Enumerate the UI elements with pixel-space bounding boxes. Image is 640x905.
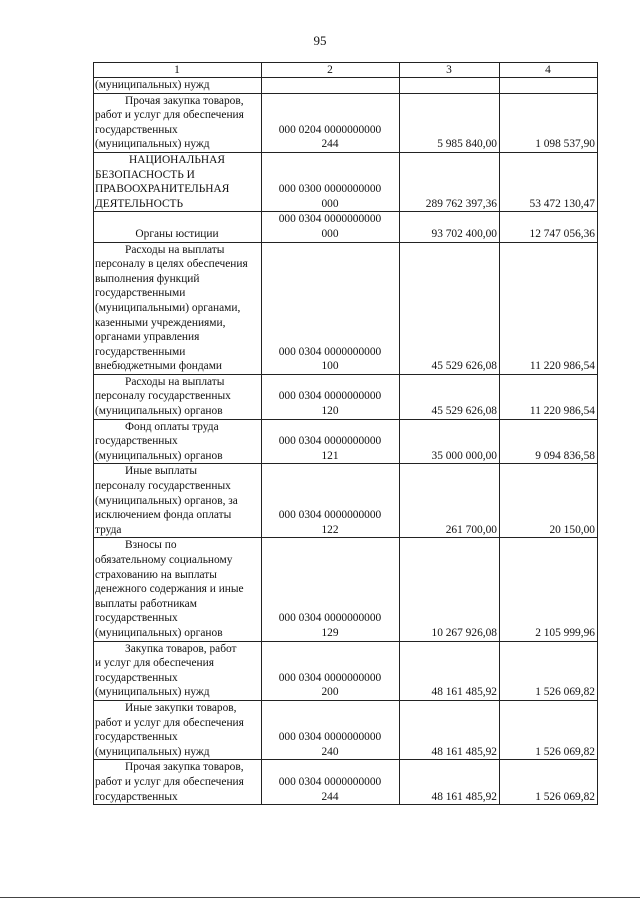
row-value-col3: 10 267 926,08 [400,538,500,641]
row-name-continuation: работ и услуг для обеспечения государственных [95,775,244,803]
row-value-col3: 5 985 840,00 [400,93,500,152]
row-code-line-2: 100 [321,360,339,373]
row-name-first-line: Прочая закупка товаров, [125,94,244,107]
row-code-line-2: 129 [321,626,339,639]
row-name-continuation: персоналу государственных (муниципальных) органов, за исключением фонда оплаты труда [95,480,238,536]
row-name-cell [94,242,262,374]
row-name-continuation: и услуг для обеспечения государственных (муниципальных) нужд [95,657,214,699]
row-value-col4: 12 747 056,36 [500,212,598,242]
row-value-col3 [400,78,500,94]
row-name-first-line: Расходы на выплаты [125,375,225,388]
table-row [94,464,598,538]
row-code-line-2: 244 [321,790,339,803]
row-code-cell [262,93,400,152]
row-code-line-1: 000 0304 0000000000 [278,775,382,788]
row-value-col3: 93 702 400,00 [400,212,500,242]
row-name-cell [94,419,262,464]
row-name-continuation: работ и услуг для обеспечения государственных (муниципальных) нужд [95,109,244,151]
table-row [94,374,598,419]
row-name-cell [94,374,262,419]
table-row [94,419,598,464]
table-row [94,78,598,94]
row-name-first-line: Иные закупки товаров, [125,701,237,714]
row-value-col3: 45 529 626,08 [400,242,500,374]
row-name-first-line: Фонд оплаты труда [125,420,219,433]
row-value-col4 [500,78,598,94]
row-name-cell [94,152,262,211]
row-code-cell [262,78,400,94]
row-code-cell [262,760,400,805]
row-code-line-2: 200 [321,686,339,699]
row-name-first-line: Иные выплаты [125,465,198,478]
table-row [94,538,598,641]
row-name-first-line: Органы юстиции [135,227,219,240]
row-value-col4: 53 472 130,47 [500,152,598,211]
row-name-cell [94,78,262,94]
row-code-line-2: 121 [321,449,339,462]
row-code-line-1: 000 0304 0000000000 [278,213,382,226]
budget-table-body [94,63,598,805]
table-row [94,93,598,152]
row-value-col3: 48 161 485,92 [400,700,500,759]
row-name-first-line: Закупка товаров, работ [125,642,237,655]
row-name-continuation: персоналу государственных (муниципальных) органов [95,390,231,418]
row-code-line-2: 240 [321,745,339,758]
row-code-line-1: 000 0204 0000000000 [278,123,382,136]
row-value-col3: 289 762 397,36 [400,152,500,211]
column-header-3: 3 [400,63,500,78]
row-code-line-1: 000 0304 0000000000 [278,435,382,448]
row-value-col4: 2 105 999,96 [500,538,598,641]
page-number: 95 [313,33,327,48]
row-value-col3: 35 000 000,00 [400,419,500,464]
budget-table [93,62,598,805]
row-value-col3: 45 529 626,08 [400,374,500,419]
row-code-line-1: 000 0304 0000000000 [278,671,382,684]
row-name-first-line: Расходы на выплаты [125,243,225,256]
table-row [94,760,598,805]
row-code-line-1: 000 0304 0000000000 [278,390,382,403]
row-name-continuation: БЕЗОПАСНОСТЬ И ПРАВООХРАНИТЕЛЬНАЯ ДЕЯТЕЛЬНОСТЬ [95,168,230,210]
column-header-1: 1 [94,63,262,78]
row-value-col4: 9 094 836,58 [500,419,598,464]
row-code-cell [262,374,400,419]
row-name-continuation: (муниципальных) нужд [95,79,210,91]
row-code-cell [262,419,400,464]
row-name-cell [94,700,262,759]
row-code-line-1: 000 0304 0000000000 [278,509,382,522]
row-value-col4: 1 526 069,82 [500,641,598,700]
row-code-line-1: 000 0304 0000000000 [278,731,382,744]
row-name-cell [94,641,262,700]
table-row [94,700,598,759]
row-code-line-2: 244 [321,138,339,151]
page-bottom-rule [0,897,640,898]
row-code-line-2: 120 [321,405,339,418]
row-code-cell [262,242,400,374]
row-code-line-2: 122 [321,523,339,536]
table-row [94,242,598,374]
row-code-line-2: 000 [321,197,339,210]
row-value-col4: 20 150,00 [500,464,598,538]
row-name-cell [94,760,262,805]
row-code-line-1: 000 0304 0000000000 [278,345,382,358]
row-name-cell [94,464,262,538]
table-row [94,641,598,700]
column-header-2: 2 [262,63,400,78]
row-value-col4: 11 220 986,54 [500,242,598,374]
row-code-cell [262,641,400,700]
row-name-continuation: работ и услуг для обеспечения государственных (муниципальных) нужд [95,716,244,758]
row-name-cell [94,212,262,242]
row-value-col4: 11 220 986,54 [500,374,598,419]
row-name-continuation: обязательному социальному страхованию на выплаты денежного содержания и иные выплаты работникам государственных (муниципальных) органов [95,554,244,639]
row-name-cell [94,538,262,641]
column-header-4: 4 [500,63,598,78]
row-code-cell [262,538,400,641]
row-code-cell [262,700,400,759]
row-name-first-line: Прочая закупка товаров, [125,761,244,774]
row-value-col3: 48 161 485,92 [400,641,500,700]
row-code-cell [262,152,400,211]
row-value-col4: 1 526 069,82 [500,760,598,805]
row-value-col3: 48 161 485,92 [400,760,500,805]
row-code-cell [262,212,400,242]
table-row [94,212,598,242]
table-header-row [94,63,598,78]
row-name-continuation: государственных (муниципальных) органов [95,435,223,462]
row-code-line-1: 000 0300 0000000000 [278,183,382,196]
row-value-col4: 1 526 069,82 [500,700,598,759]
row-name-first-line: НАЦИОНАЛЬНАЯ [129,153,225,166]
row-name-cell [94,93,262,152]
row-name-continuation: персоналу в целях обеспечения выполнения функций государственными (муниципальными) органами, казенными учреждениями, органами управления государственными внебюджетными фондами [95,258,248,373]
row-name-first-line: Взносы по [125,539,177,552]
row-value-col3: 261 700,00 [400,464,500,538]
table-row [94,152,598,211]
row-code-line-1: 000 0304 0000000000 [278,612,382,625]
row-code-line-2: 000 [321,227,339,240]
row-value-col4: 1 098 537,90 [500,93,598,152]
row-code-cell [262,464,400,538]
